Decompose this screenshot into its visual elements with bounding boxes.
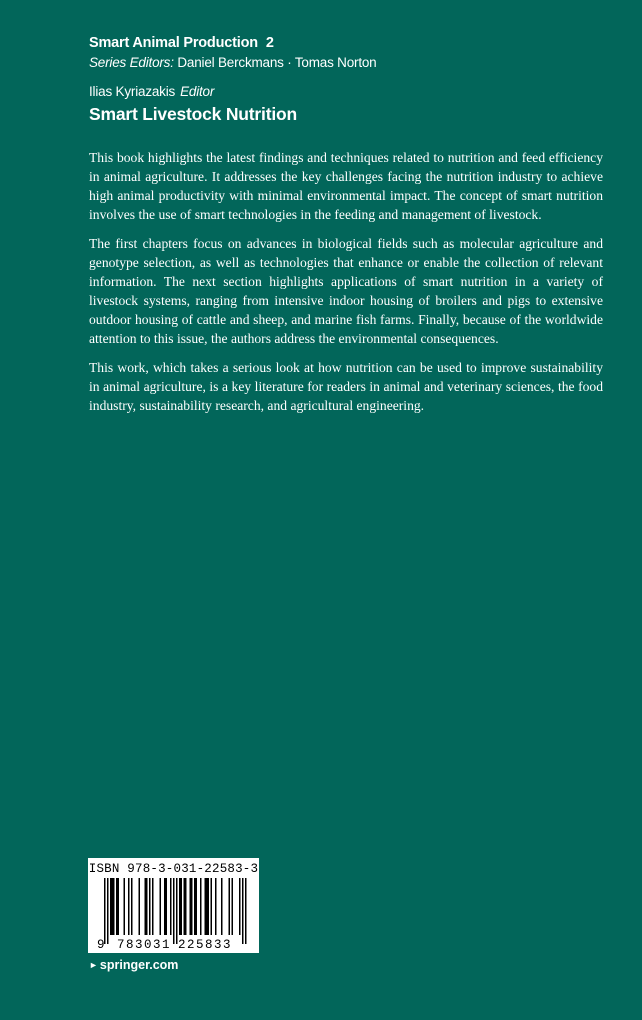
barcode-bar [206,878,208,935]
series-title: Smart Animal Production [89,35,258,51]
barcode-bar [164,878,166,935]
book-editor-line [89,83,589,101]
barcode-bar [146,878,148,935]
book-blurb [89,148,603,425]
series-line [89,34,589,52]
barcode-bar [139,878,141,935]
barcode-bar [205,878,207,935]
barcode-bar [145,878,147,935]
blurb-paragraph-2: The first chapters focus on advances in biological fields such as molecular agriculture and genotype selection, as well as technologies that enhance or enable the collection of relevant information. The next section highlights applications of smart nutrition in a variety of livestock systems, ranging from intensive indoor housing of broilers and pigs to extensive outdoor housing of cattle and sheep, and marine fish farms. Finally, because of the worldwide attention to this issue, the authors address the environmental consequences. [89,236,603,346]
barcode-bar [112,878,114,935]
barcode-bar [166,878,168,935]
isbn-barcode [88,858,259,953]
book-editor-role: Editor [180,84,215,99]
series-editors: Daniel Berckmans · Tomas Norton [177,55,377,70]
barcode-bar [194,878,196,935]
barcode-bar [196,878,198,935]
barcode-bar [208,878,210,935]
book-title: Smart Livestock Nutrition [89,104,297,124]
barcode-bar [179,878,181,935]
barcode-bar [232,878,234,935]
barcode-bar [124,878,126,935]
barcode-bar [221,878,223,935]
barcode-bar [170,878,172,935]
publisher-url: springer.com [99,958,179,972]
barcode-bar [152,878,154,935]
barcode-bar [173,878,175,944]
series-editors-label: Series Editors: [89,55,174,70]
cover-header [89,34,589,126]
barcode-bar [181,878,183,935]
blurb-paragraph-3: This work, which takes a serious look at how nutrition can be used to improve sustainability in animal agriculture, is a key literature for readers in animal and veterinary sciences, the food industry, sustainability research, and agricultural engineering. [89,360,603,413]
barcode-bar [118,878,120,935]
barcode-bar [104,878,106,944]
blurb-paragraph-1: This book highlights the latest findings and techniques related to nutrition and feed efficiency in animal agriculture. It addresses the key challenges facing the nutrition industry to achieve high animal productivity with minimal environmental impact. The concept of smart nutrition involves the use of smart technologies in the feeding and management of livestock. [89,150,603,222]
arrow-right-icon: ► [89,960,98,970]
barcode-bar [128,878,130,935]
publisher-link[interactable] [89,958,178,972]
barcode-bar [245,878,247,944]
barcode-bar [229,878,231,935]
series-number: 2 [265,35,274,51]
barcode-bar [200,878,202,935]
barcode-left-digits: 783031 [116,938,172,950]
barcode-bar [176,878,178,944]
barcode-bar [190,878,192,935]
barcode-bar [185,878,187,935]
barcode-bar [184,878,186,935]
book-editor-name: Ilias Kyriazakis [89,84,176,99]
barcode-first-digit: 9 [97,938,105,950]
barcode-bar [160,878,162,935]
barcode-bar [211,878,213,935]
barcode-bar [107,878,109,944]
isbn-text: ISBN 978-3-031-22583-3 [88,862,259,876]
barcode-bar [242,878,244,944]
barcode-bar [113,878,115,935]
barcode-bar [191,878,193,935]
barcode-bar [239,878,241,935]
barcode-bar [131,878,133,935]
barcode-right-digits: 225833 [177,938,233,950]
barcode-bar [110,878,112,935]
barcode-bar [116,878,118,935]
series-editors-line [89,53,589,73]
barcode-bar [215,878,217,935]
barcode-graphic [94,878,253,950]
barcode-bar [149,878,151,935]
